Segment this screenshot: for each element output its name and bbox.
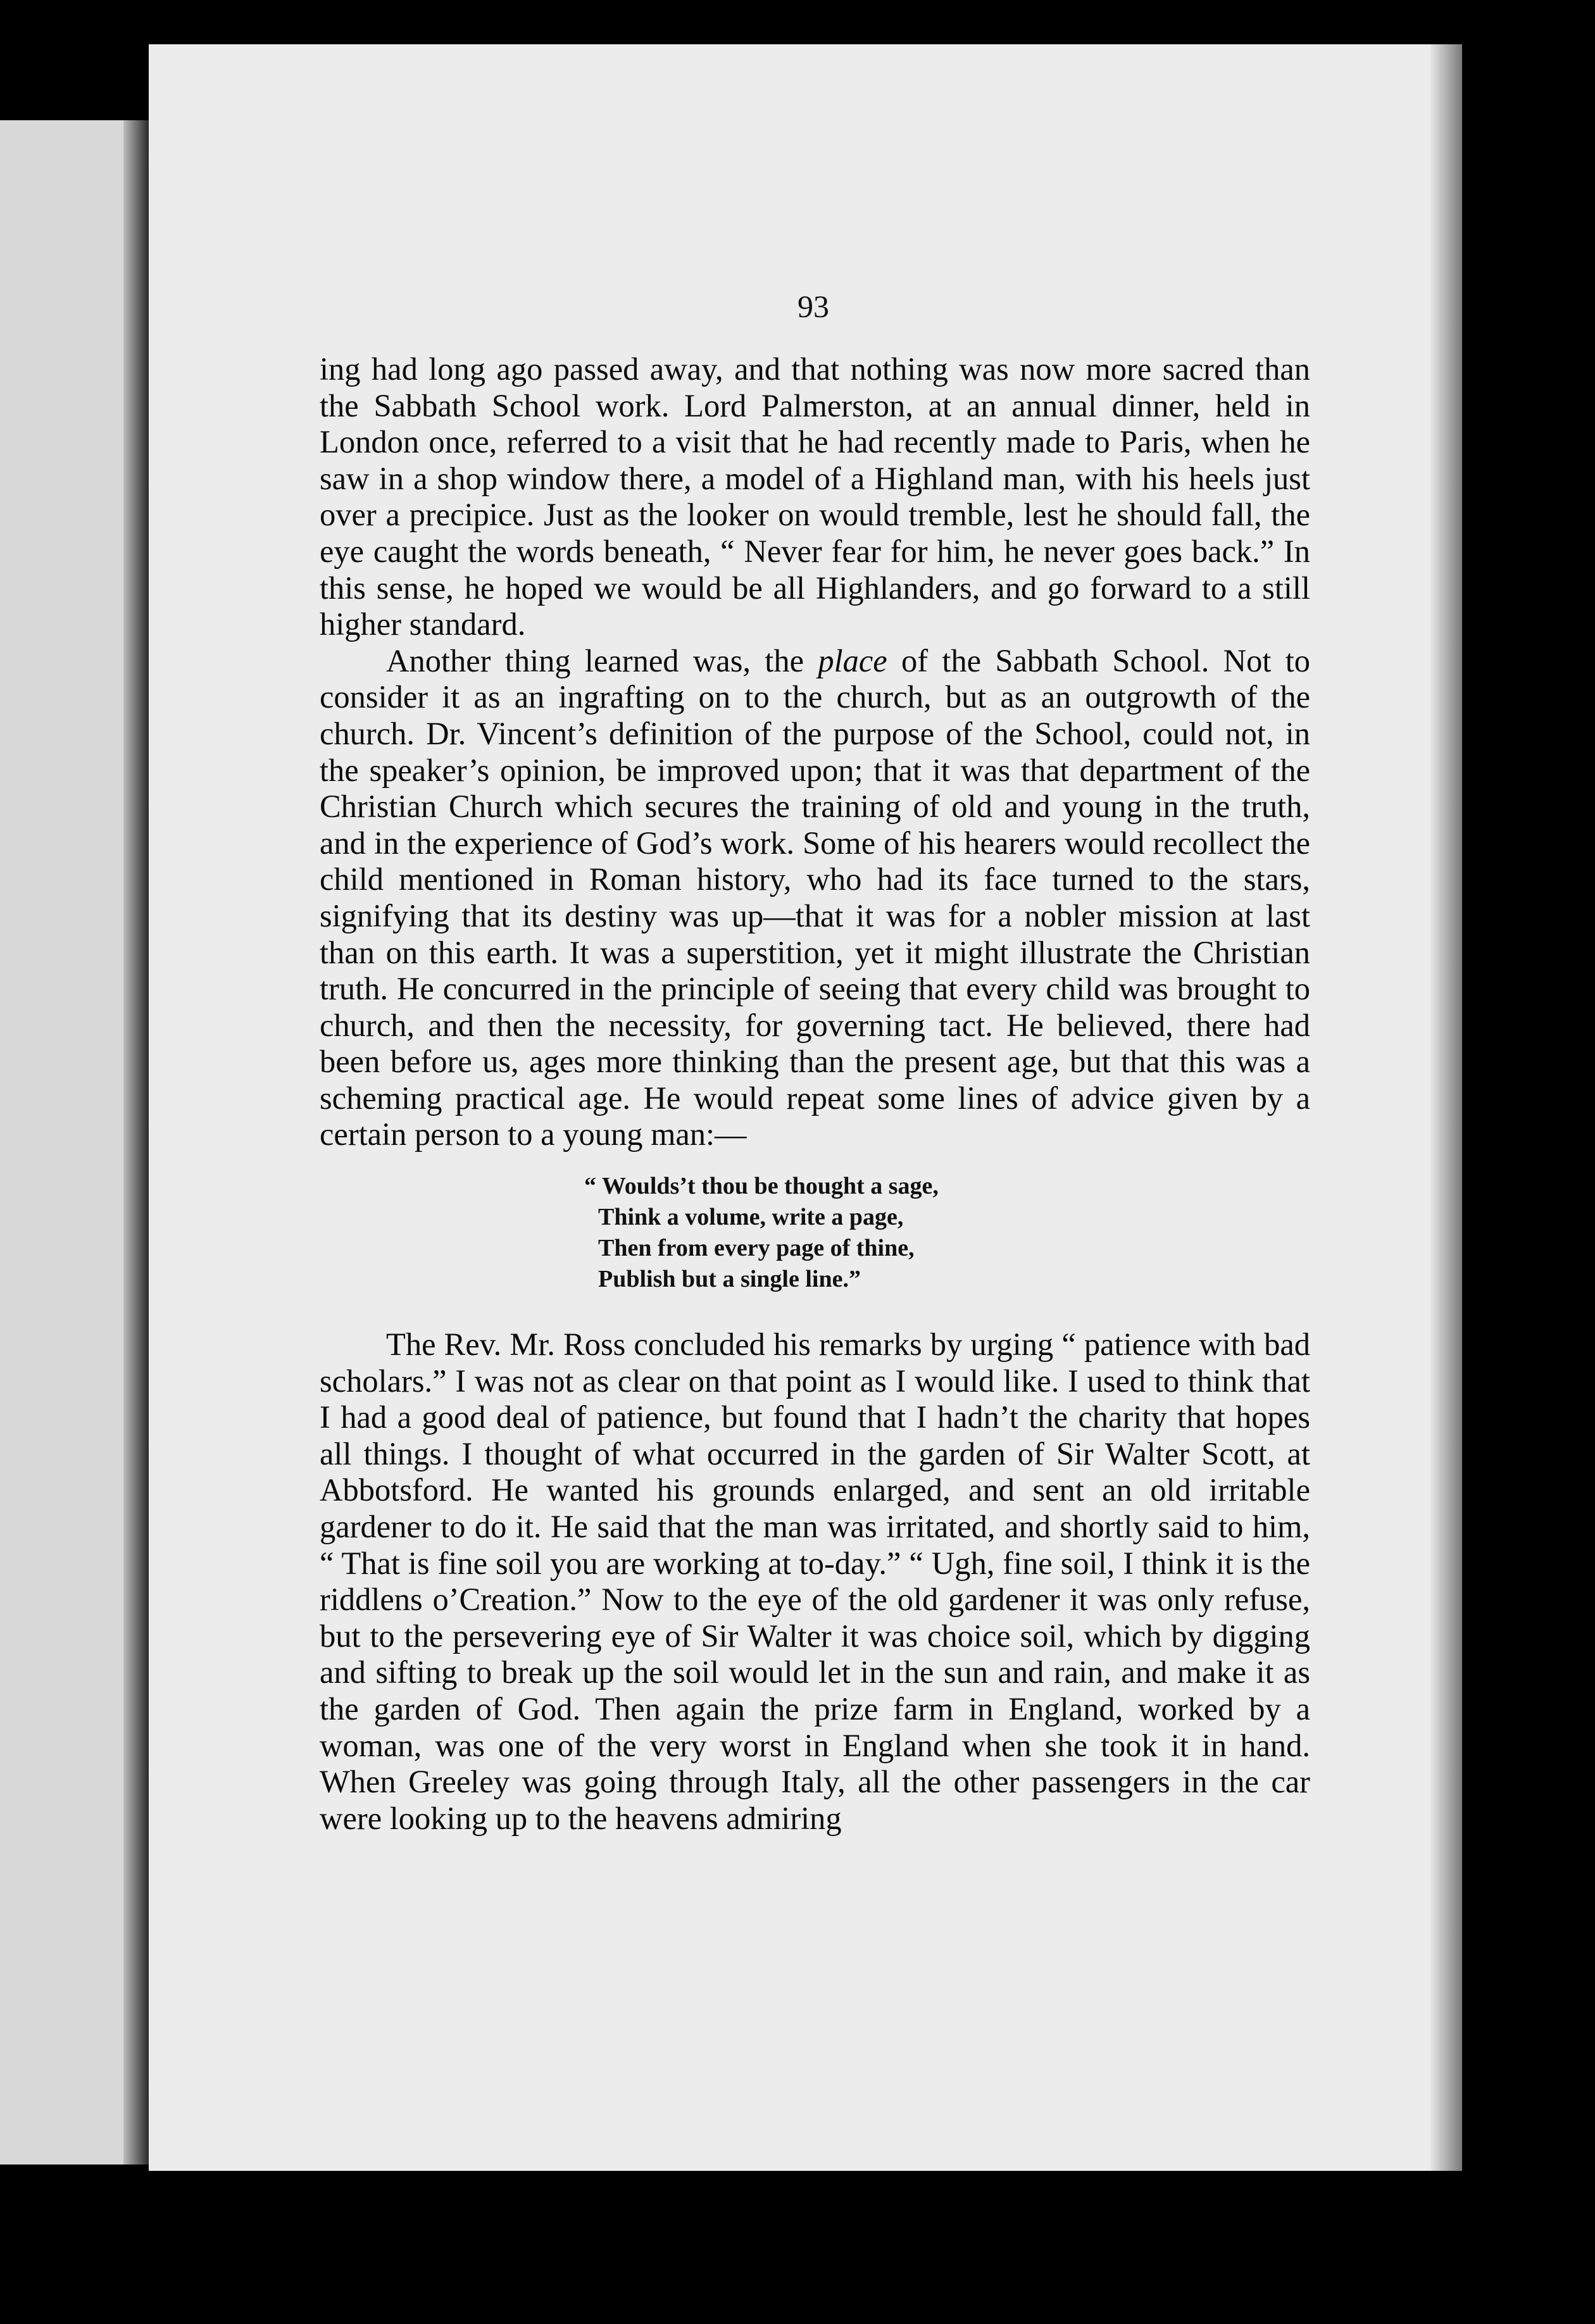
emphasis-place: place (818, 642, 887, 678)
paragraph-2-rest: of the Sabbath School. Not to consider it as an ingrafting on to the church, but as an outgrowth of the church. Dr. Vincent’s definition of the purpose of the School, could not, in the speaker’s opinion, be improved upon; that it was that department of the Christian Church which secures the training of old and young in the truth, and in the experience of God’s work. Some of his hearers would recollect the child mentioned in Roman history, who had its face turned to the stars, signifying that its destiny was up—that it was for a nobler mission at last than on this earth. It was a superstition, yet it might illustrate the Christian truth. He concurred in the principle of seeing that every child was brought to church, and then the necessity, for governing tact. He believed, there had been before us, ages more thinking than the present age, but that this was a scheming practical age. He would repeat some lines of advice given by a certain person to a young man:— (320, 642, 1310, 1153)
paragraph-3: The Rev. Mr. Ross concluded his remarks by urging “ patience with bad scholars.” I was not as clear on that point as I would like. I used to think that I had a good deal of patience, but found that I hadn’t the charity that hopes all things. I thought of what occurred in the garden of Sir Walter Scott, at Abbotsford. He wanted his grounds enlarged, and sent an old irritable gardener to do it. He said that the man was irritated, and shortly said to him, “ That is fine soil you are working at to-day.” “ Ugh, fine soil, I think it is the riddlens o’Creation.” Now to the eye of the old gardener it was only refuse, but to the persevering eye of Sir Walter it was choice soil, which by digging and sifting to break up the soil would let in the sun and rain, and make it as the garden of God. Then again the prize farm in England, worked by a woman, was one of the very worst in England when she took it in hand. When Greeley was going through Italy, all the other passengers in the car were looking up to the heavens admiring (320, 1327, 1310, 1836)
verse-quotation (584, 1171, 1310, 1295)
page-edge-shadow (1430, 44, 1462, 2171)
paragraph-2-start: Another thing learned was, the (386, 642, 818, 678)
paragraph-2 (320, 643, 1310, 1153)
verse-line: Publish but a single line.” (598, 1266, 861, 1293)
verse-line: “ Woulds’t thou be thought a sage, (584, 1173, 939, 1200)
gutter-shadow (123, 120, 149, 2165)
paragraph-1: ing had long ago passed away, and that nothing was now more sacred than the Sabbath School work. Lord Palmerston, at an annual dinner, held in London once, referred to a visit that he had recently made to Paris, when he saw in a shop window there, a model of a Highland man, with his heels just over a precipice. Just as the looker on would tremble, lest he should fall, the eye caught the words beneath, “ Never fear for him, he never goes back.” In this sense, he hoped we would be all Highlanders, and go forward to a still higher standard. (320, 351, 1310, 642)
verse-line: Think a volume, write a page, (598, 1204, 904, 1231)
body-text (320, 351, 1310, 1837)
facing-page-edge (0, 120, 142, 2165)
page-number: 93 (798, 289, 829, 324)
verse-line: Then from every page of thine, (598, 1235, 915, 1262)
